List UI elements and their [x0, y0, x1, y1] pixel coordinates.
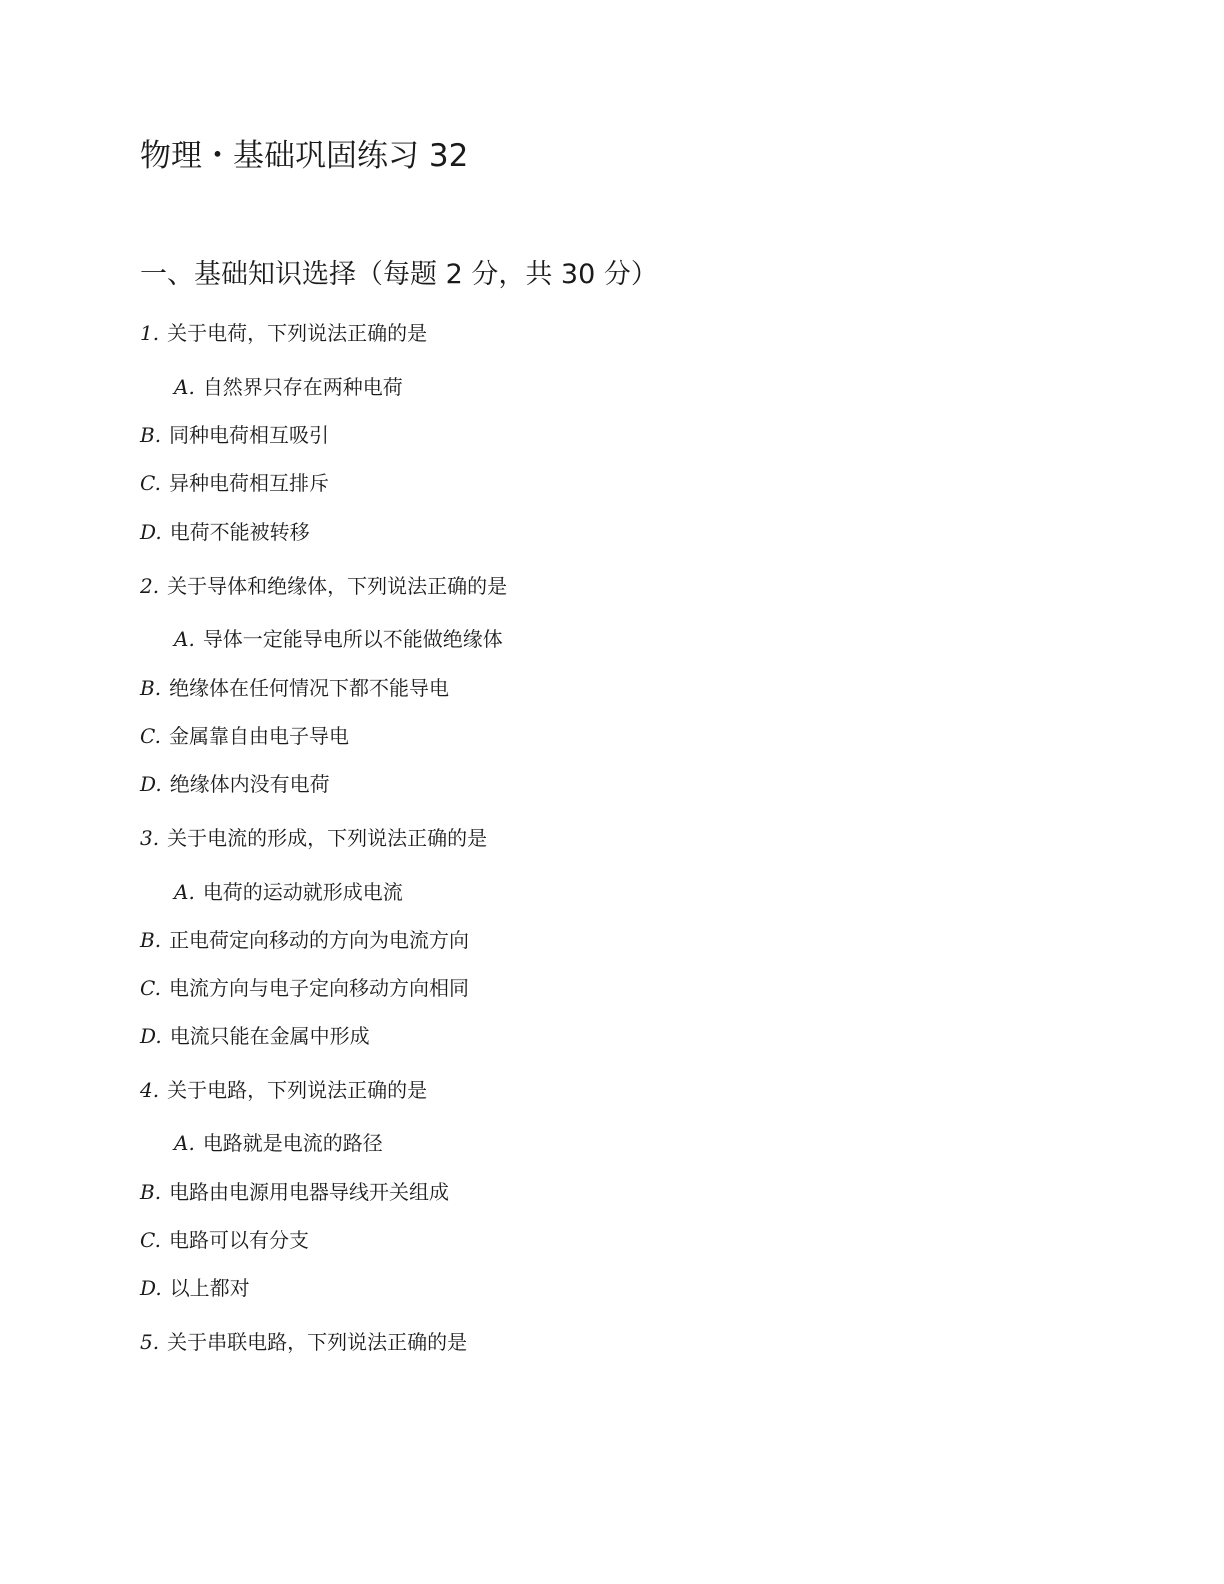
question-number: 5.: [140, 1330, 160, 1354]
q4-option-c: [140, 1225, 309, 1255]
q3-option-d: [140, 1021, 370, 1051]
question-text: 关于电荷，下列说法正确的是: [167, 321, 428, 345]
option-label: A.: [174, 1131, 195, 1155]
document-page: [140, 0, 1140, 1584]
option-text: 电路可以有分支: [168, 1228, 309, 1252]
q4-option-b: [140, 1177, 449, 1207]
question-5: [140, 1327, 467, 1357]
option-label: C.: [140, 976, 161, 1000]
q2-option-c: [140, 721, 349, 751]
option-label: C.: [140, 471, 161, 495]
q2-option-b: [140, 673, 449, 703]
question-4: [140, 1075, 427, 1105]
option-text: 金属靠自由电子导电: [168, 724, 349, 748]
q4-option-d: [140, 1273, 250, 1303]
option-text: 同种电荷相互吸引: [169, 423, 330, 447]
option-label: D.: [140, 1024, 162, 1048]
question-text: 关于电路，下列说法正确的是: [167, 1078, 428, 1102]
option-label: A.: [174, 375, 195, 399]
question-text: 关于串联电路，下列说法正确的是: [167, 1330, 468, 1354]
question-number: 3.: [140, 826, 160, 850]
question-number: 1.: [140, 321, 160, 345]
option-text: 绝缘体在任何情况下都不能导电: [169, 676, 450, 700]
q1-option-c: [140, 468, 329, 498]
option-text: 电路就是电流的路径: [202, 1131, 383, 1155]
option-label: B.: [140, 928, 162, 952]
page-title: 物理・基础巩固练习 32: [140, 138, 469, 174]
option-label: D.: [140, 1276, 162, 1300]
option-text: 以上都对: [169, 1276, 250, 1300]
option-label: C.: [140, 1228, 161, 1252]
q3-option-a: [174, 877, 403, 907]
question-number: 2.: [140, 574, 160, 598]
q1-option-b: [140, 420, 329, 450]
option-text: 异种电荷相互排斥: [168, 471, 329, 495]
question-2: [140, 571, 507, 601]
question-text: 关于导体和绝缘体，下列说法正确的是: [167, 574, 508, 598]
option-label: A.: [174, 880, 195, 904]
q3-option-b: [140, 925, 469, 955]
question-3: [140, 823, 487, 853]
option-label: B.: [140, 676, 162, 700]
q1-option-a: [174, 372, 403, 402]
option-label: D.: [140, 772, 162, 796]
option-label: B.: [140, 423, 162, 447]
option-text: 电流方向与电子定向移动方向相同: [168, 976, 469, 1000]
option-text: 电路由电源用电器导线开关组成: [169, 1180, 450, 1204]
option-label: C.: [140, 724, 161, 748]
q3-option-c: [140, 973, 469, 1003]
question-1: [140, 318, 427, 348]
option-text: 电荷不能被转移: [169, 520, 310, 544]
section-heading: 一、基础知识选择（每题 2 分，共 30 分）: [140, 259, 658, 290]
question-text: 关于电流的形成，下列说法正确的是: [167, 826, 488, 850]
option-text: 电荷的运动就形成电流: [202, 880, 403, 904]
option-text: 电流只能在金属中形成: [169, 1024, 370, 1048]
option-text: 导体一定能导电所以不能做绝缘体: [202, 627, 503, 651]
option-text: 自然界只存在两种电荷: [202, 375, 403, 399]
option-text: 绝缘体内没有电荷: [169, 772, 330, 796]
q2-option-a: [174, 624, 503, 654]
option-label: D.: [140, 520, 162, 544]
option-label: A.: [174, 627, 195, 651]
q4-option-a: [174, 1128, 383, 1158]
q2-option-d: [140, 769, 330, 799]
q1-option-d: [140, 517, 310, 547]
question-number: 4.: [140, 1078, 160, 1102]
option-label: B.: [140, 1180, 162, 1204]
option-text: 正电荷定向移动的方向为电流方向: [169, 928, 470, 952]
